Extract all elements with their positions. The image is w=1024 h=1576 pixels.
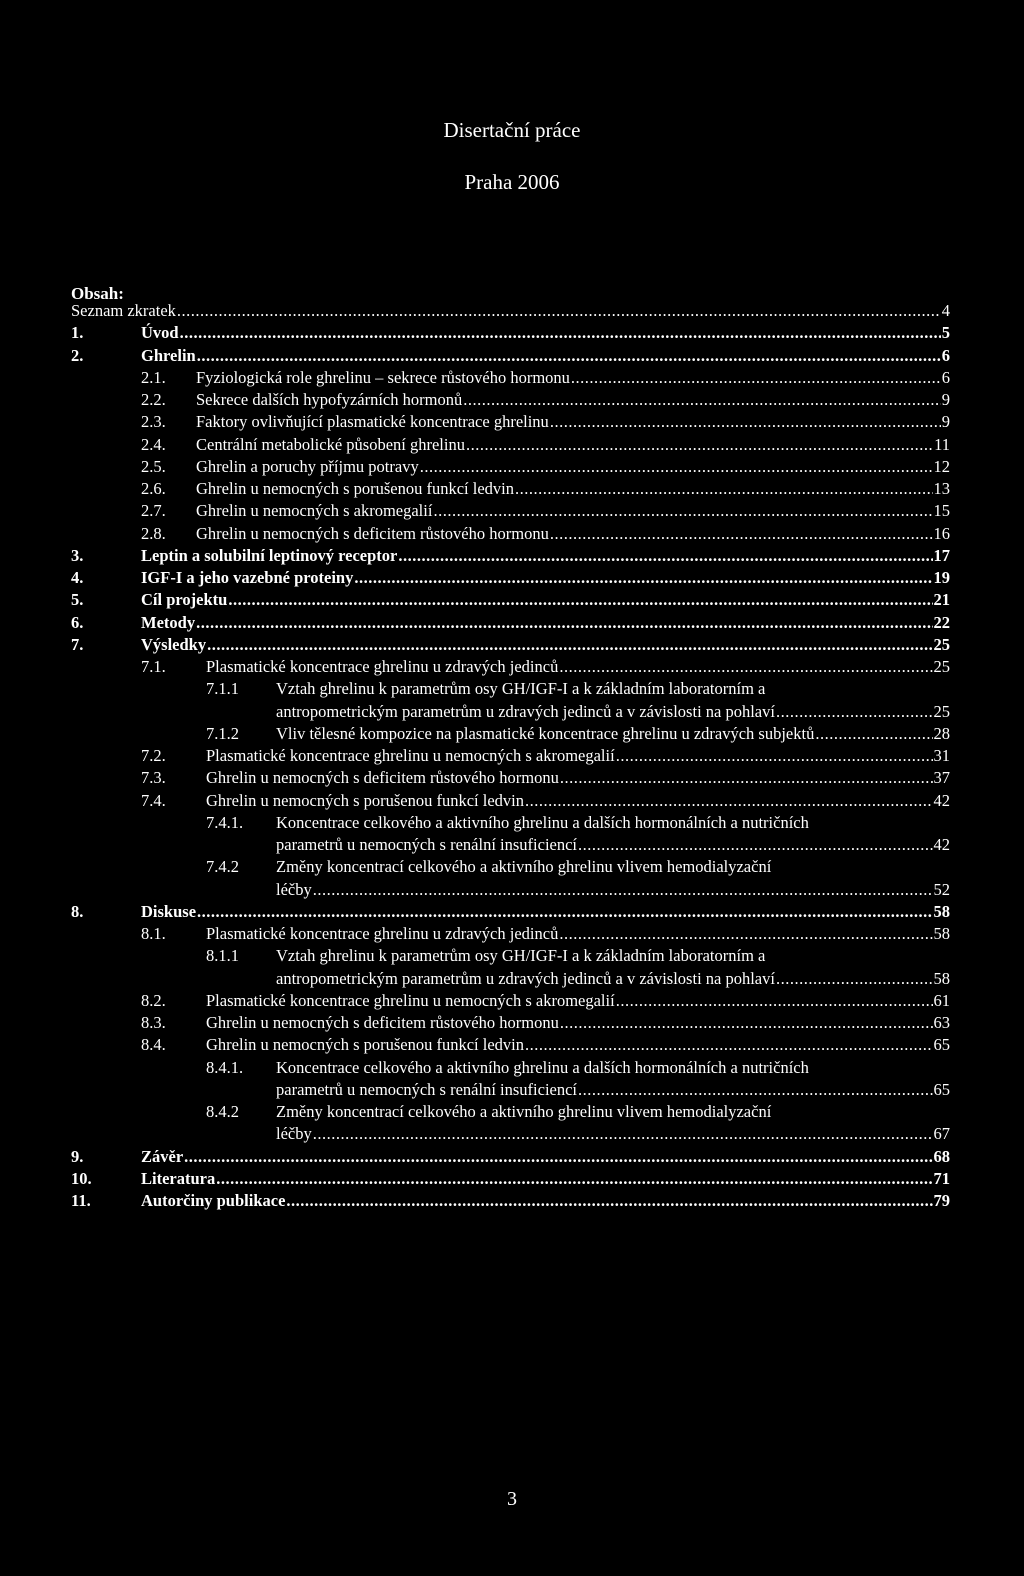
toc-entry-title: Plasmatické koncentrace ghrelinu u zdravých jedinců xyxy=(206,657,559,676)
toc-entry-page: 42 xyxy=(933,790,950,810)
toc-entry-page: 37 xyxy=(933,768,950,788)
dot-leader xyxy=(525,1034,932,1056)
toc-entry-page: 65 xyxy=(933,1079,950,1099)
toc-entry-page: 12 xyxy=(933,456,950,476)
toc-entry xyxy=(0,545,1024,567)
toc-entry-continuation xyxy=(0,968,1024,990)
toc-entry-title: Ghrelin a poruchy příjmu potravy xyxy=(196,456,419,476)
toc-entry xyxy=(0,634,1024,656)
dot-leader xyxy=(776,968,933,990)
toc-entry xyxy=(0,1168,1024,1190)
toc-entry-page: 13 xyxy=(933,479,950,498)
toc-entry xyxy=(0,567,1024,589)
toc-entry-number: 2.1. xyxy=(141,367,166,387)
toc-entry xyxy=(0,812,1024,834)
dot-leader xyxy=(525,790,932,812)
toc-entry-page: 11 xyxy=(934,434,950,454)
toc-entry-number: 8.4.2 xyxy=(206,1102,239,1121)
toc-entry xyxy=(0,456,1024,478)
dot-leader xyxy=(616,745,933,767)
toc-entry-page: 42 xyxy=(933,835,950,854)
toc-entry xyxy=(0,790,1024,812)
toc-entry-title: IGF-I a jeho vazebné proteiny xyxy=(141,568,354,587)
toc-entry-title-continuation: parametrů u nemocných s renální insuficiencí xyxy=(276,1079,578,1099)
toc-entry xyxy=(0,1101,1024,1123)
dot-leader xyxy=(286,1190,932,1212)
toc-entry-title: Závěr xyxy=(141,1146,184,1166)
toc-entry xyxy=(0,345,1024,367)
toc-entry-page: 58 xyxy=(933,901,950,921)
dot-leader xyxy=(559,923,932,945)
toc-entry xyxy=(0,745,1024,767)
toc-entry-number: 3. xyxy=(71,545,84,565)
toc-entry-title: Cíl projektu xyxy=(141,590,228,610)
toc-entry-number: 7.1.2 xyxy=(206,723,239,743)
toc-entry-continuation xyxy=(0,701,1024,723)
toc-entry-number: 11. xyxy=(71,1191,91,1210)
toc-entry-number: 2.6. xyxy=(141,479,166,498)
toc-entry xyxy=(0,945,1024,967)
toc-entry-number: 2.8. xyxy=(141,523,166,543)
toc-entry-page: 9 xyxy=(941,412,950,432)
dot-leader xyxy=(180,322,941,344)
document-title: Disertační práce xyxy=(443,118,581,142)
toc-entry-title: Změny koncentrací celkového a aktivního ghrelinu vlivem hemodialyzační xyxy=(276,1102,772,1121)
toc-entry-title: Plasmatické koncentrace ghrelinu u nemocných s akromegalií xyxy=(206,990,615,1010)
dot-leader xyxy=(515,478,932,500)
toc-entry-page: 16 xyxy=(933,523,950,543)
toc-entry-title-continuation: parametrů u nemocných s renální insuficiencí xyxy=(276,835,578,854)
dot-leader xyxy=(616,990,933,1012)
dot-leader xyxy=(313,879,933,901)
dot-leader xyxy=(571,367,941,389)
dot-leader xyxy=(578,834,932,856)
toc-entry-page: 19 xyxy=(933,568,950,587)
dot-leader xyxy=(560,1012,933,1034)
toc-entry-title: Ghrelin xyxy=(141,345,196,365)
toc-entry-continuation xyxy=(0,1123,1024,1145)
toc-entry-title: Diskuse xyxy=(141,901,197,921)
toc-entry xyxy=(0,767,1024,789)
toc-entry xyxy=(0,1146,1024,1168)
toc-entry-title: Ghrelin u nemocných s akromegalií xyxy=(196,501,433,521)
toc-entry-number: 9. xyxy=(71,1146,84,1166)
toc-entry-page: 31 xyxy=(933,746,950,765)
dot-leader xyxy=(420,456,933,478)
dot-leader xyxy=(550,411,941,433)
toc-entry-number: 8.2. xyxy=(141,990,166,1010)
toc-entry-title-continuation: antropometrickým parametrům u zdravých jedinců a v závislosti na pohlaví xyxy=(276,968,775,988)
toc-entry xyxy=(0,723,1024,745)
toc-entry xyxy=(0,367,1024,389)
toc-entry xyxy=(0,1057,1024,1079)
toc-entry-title: Autorčiny publikace xyxy=(141,1191,286,1210)
dot-leader xyxy=(207,634,932,656)
toc-entry-number: 10. xyxy=(71,1168,92,1188)
toc-entry-number: 2.7. xyxy=(141,501,166,521)
toc-entry-title: Vztah ghrelinu k parametrům osy GH/IGF-I a k základním laboratorním a xyxy=(276,946,766,966)
toc-entry-title: Vztah ghrelinu k parametrům osy GH/IGF-I a k základním laboratorním a xyxy=(276,679,766,699)
toc-entry-page: 58 xyxy=(933,968,950,988)
dot-leader xyxy=(560,767,933,789)
toc-entry-title: Výsledky xyxy=(141,634,207,654)
toc-entry-page: 58 xyxy=(933,924,950,943)
dot-leader xyxy=(354,567,932,589)
toc-entry xyxy=(0,389,1024,411)
toc-entry-page: 5 xyxy=(941,323,950,343)
toc-entry-page: 79 xyxy=(933,1191,950,1210)
toc-entry-page: 22 xyxy=(933,612,950,632)
toc-entry-number: 4. xyxy=(71,568,84,587)
toc-entry-title: Plasmatické koncentrace ghrelinu u zdravých jedinců xyxy=(206,924,559,943)
toc-heading: Obsah: xyxy=(71,284,124,303)
toc-entry-number: 8.3. xyxy=(141,1013,166,1032)
toc-entry-title: Koncentrace celkového a aktivního ghrelinu a dalších hormonálních a nutričních xyxy=(276,1057,809,1077)
toc-entry xyxy=(0,678,1024,700)
toc-entry-title-continuation: antropometrickým parametrům u zdravých jedinců a v závislosti na pohlaví xyxy=(276,701,775,721)
dot-leader xyxy=(197,345,941,367)
toc-entry xyxy=(0,923,1024,945)
toc-entry-title: Centrální metabolické působení ghrelinu xyxy=(196,434,465,454)
toc-entry-number: 6. xyxy=(71,612,84,632)
toc-entry-title: Koncentrace celkového a aktivního ghrelinu a dalších hormonálních a nutričních xyxy=(276,812,809,832)
toc-entry xyxy=(0,656,1024,678)
dot-leader xyxy=(197,901,932,923)
dot-leader xyxy=(196,612,932,634)
toc-entry-page: 17 xyxy=(933,545,950,565)
dot-leader xyxy=(313,1123,933,1145)
toc-entry-title: Ghrelin u nemocných s porušenou funkcí ledvin xyxy=(206,790,525,810)
toc-entry xyxy=(0,589,1024,611)
toc-entry-page: 21 xyxy=(933,590,950,610)
toc-entry-number: 2.5. xyxy=(141,456,166,476)
toc-entry xyxy=(0,1012,1024,1034)
toc-entry-title: Leptin a solubilní leptinový receptor xyxy=(141,545,398,565)
toc-entry xyxy=(0,990,1024,1012)
toc-entry xyxy=(0,523,1024,545)
toc-entry-number: 8.4.1. xyxy=(206,1057,244,1077)
toc-entry-title: Faktory ovlivňující plasmatické koncentrace ghrelinu xyxy=(196,412,549,432)
toc-entry-page: 6 xyxy=(941,345,950,365)
toc-entry-number: 1. xyxy=(71,323,84,343)
toc-entry-title: Vliv tělesné kompozice na plasmatické koncentrace ghrelinu u zdravých subjektů xyxy=(276,723,815,743)
toc-entry-number: 7.1. xyxy=(141,657,166,676)
toc-entry-title: Plasmatické koncentrace ghrelinu u nemocných s akromegalií xyxy=(206,746,615,765)
toc-entry-title: Ghrelin u nemocných s porušenou funkcí ledvin xyxy=(196,479,515,498)
toc-entry-page: 52 xyxy=(933,879,950,899)
toc-entry xyxy=(0,856,1024,878)
dot-leader xyxy=(228,589,932,611)
toc-entry-number: 8. xyxy=(71,901,84,921)
toc-entry-title-continuation: léčby xyxy=(276,1124,312,1144)
page-number: 3 xyxy=(507,1488,517,1510)
toc-entry-page: 15 xyxy=(933,501,950,521)
toc-entry-title: Úvod xyxy=(141,323,179,343)
dot-leader xyxy=(578,1079,932,1101)
toc-entry-number: 2. xyxy=(71,345,84,365)
toc-entry-page: 67 xyxy=(933,1124,950,1144)
toc-entry-number: 7. xyxy=(71,634,84,654)
toc-entry xyxy=(0,322,1024,344)
toc-entry-number: 2.2. xyxy=(141,390,166,409)
dot-leader xyxy=(177,300,941,322)
toc-entry-number: 7.4. xyxy=(141,790,166,810)
toc-entry-title: Změny koncentrací celkového a aktivního ghrelinu vlivem hemodialyzační xyxy=(276,857,772,877)
toc-entry-number: 2.3. xyxy=(141,412,166,432)
toc-entry-number: 8.4. xyxy=(141,1035,166,1055)
toc-entry xyxy=(0,901,1024,923)
toc-entry-title: Ghrelin u nemocných s deficitem růstového hormonu xyxy=(206,768,559,788)
toc-entry-title: Literatura xyxy=(141,1168,216,1188)
toc-entry-continuation xyxy=(0,834,1024,856)
toc-entry-title: Ghrelin u nemocných s deficitem růstového hormonu xyxy=(196,523,549,543)
toc-entry-title-continuation: léčby xyxy=(276,879,312,899)
toc-entry xyxy=(0,411,1024,433)
toc-entry-title: Ghrelin u nemocných s deficitem růstového hormonu xyxy=(206,1013,559,1032)
dot-leader xyxy=(184,1146,932,1168)
toc-entry-page: 6 xyxy=(941,367,950,387)
toc-entry-page: 68 xyxy=(933,1146,950,1166)
dot-leader xyxy=(550,523,933,545)
toc-entry-number: 5. xyxy=(71,590,84,610)
toc-entry-number: 8.1. xyxy=(141,924,166,943)
toc-entry-title: Sekrece dalších hypofyzárních hormonů xyxy=(196,390,463,409)
dot-leader xyxy=(776,701,933,723)
toc-entry-continuation xyxy=(0,879,1024,901)
dot-leader xyxy=(466,434,933,456)
toc-entry-number: 7.4.1. xyxy=(206,812,244,832)
toc-entry-page: 61 xyxy=(933,990,950,1010)
toc-entry xyxy=(0,434,1024,456)
toc-entry xyxy=(0,1034,1024,1056)
toc-entry-page: 25 xyxy=(933,634,950,654)
toc-entry-page: 65 xyxy=(933,1035,950,1055)
dot-leader xyxy=(463,389,941,411)
toc-entry-page: 9 xyxy=(941,390,950,409)
toc-entry-number: 7.4.2 xyxy=(206,857,239,877)
dot-leader xyxy=(815,723,932,745)
toc-entry xyxy=(0,612,1024,634)
toc-entry-number: 7.2. xyxy=(141,746,166,765)
toc-entry-continuation xyxy=(0,1079,1024,1101)
toc-entry-number: 7.1.1 xyxy=(206,679,239,699)
toc-entry-page: 71 xyxy=(933,1168,950,1188)
toc-entry xyxy=(0,1190,1024,1212)
toc-entry-page: 25 xyxy=(933,701,950,721)
toc-entry-page: 4 xyxy=(941,301,950,320)
toc-entry-number: 8.1.1 xyxy=(206,946,239,966)
toc-entry xyxy=(0,500,1024,522)
toc-entry xyxy=(0,478,1024,500)
toc-entry-page: 63 xyxy=(933,1013,950,1032)
toc-entry xyxy=(0,300,1024,322)
dot-leader xyxy=(433,500,932,522)
toc-entry-title: Ghrelin u nemocných s porušenou funkcí ledvin xyxy=(206,1035,525,1055)
place-and-year: Praha 2006 xyxy=(464,170,560,194)
dot-leader xyxy=(216,1168,932,1190)
toc-entry-title: Metody xyxy=(141,612,196,632)
toc-entry-page: 28 xyxy=(933,723,950,743)
dot-leader xyxy=(398,545,932,567)
toc-entry-number: 2.4. xyxy=(141,434,166,454)
toc-entry-number: 7.3. xyxy=(141,768,166,788)
dot-leader xyxy=(559,656,932,678)
toc-entry-page: 25 xyxy=(933,657,950,676)
toc-entry-title: Fyziologická role ghrelinu – sekrece růstového hormonu xyxy=(196,367,570,387)
toc-entry-title: Seznam zkratek xyxy=(71,301,176,320)
